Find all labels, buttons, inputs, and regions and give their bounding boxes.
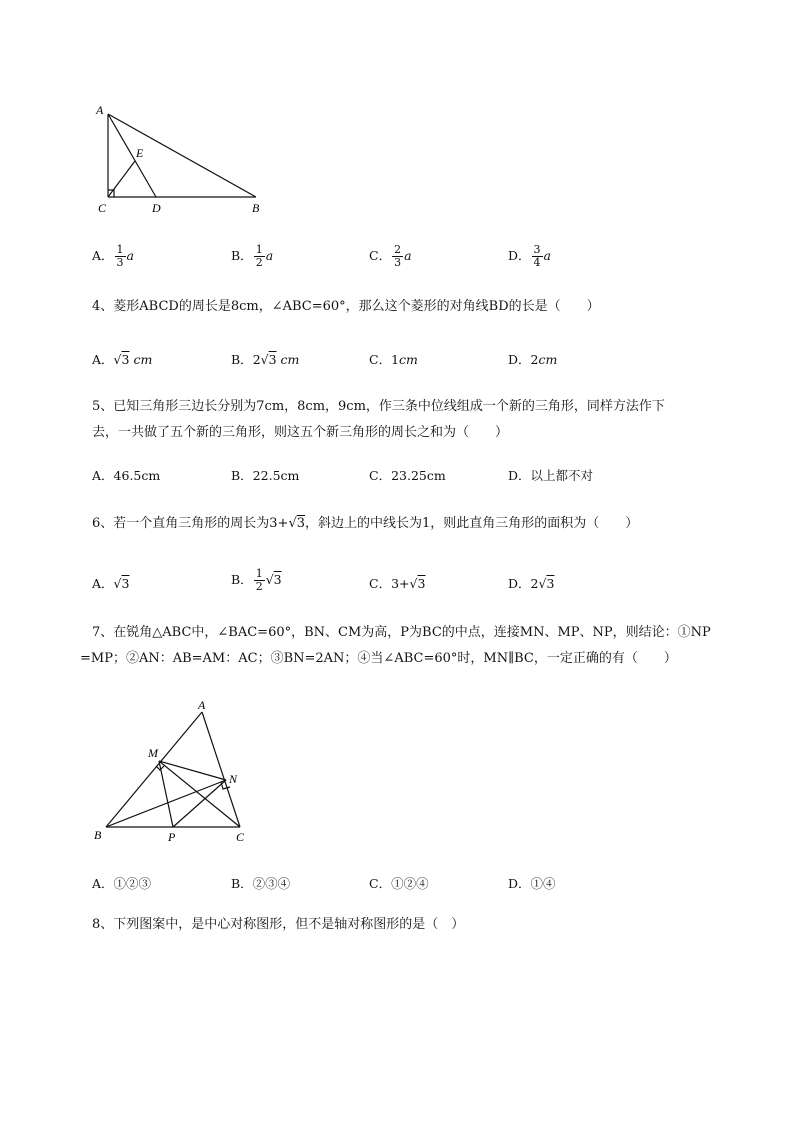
q7-option-b[interactable]: B．②③④ [231,876,291,891]
segment-BN [106,780,226,827]
q7-option-c[interactable]: C．①②④ [369,876,429,891]
label-B: B [252,201,260,215]
q3-option-a[interactable]: A． $\frac{1}{3}$ a [92,243,134,269]
q3-option-d[interactable]: D． $\frac{3}{4}$ a [508,243,551,269]
segment-CE [108,161,135,197]
q4-option-c[interactable]: C．1cm [369,352,418,367]
q7-option-a[interactable]: A．①②③ [92,876,152,891]
figure-right-triangle [90,100,270,220]
label-E: E [136,146,144,160]
segment-AC [202,712,240,827]
q6-question: 6、若一个直角三角形的周长为3+√3，斜边上的中线长为1，则此直角三角形的面积为（ ） [92,516,639,531]
q4-option-b[interactable]: B．2√3 cm [231,352,300,367]
q3-option-c[interactable]: C． $\frac{2}{3}$ a [369,243,412,269]
q5-option-b[interactable]: B．22.5cm [231,468,300,483]
q6-option-d[interactable]: D．2√3 [508,576,555,591]
q5-question-line1: 5、已知三角形三边长分别为7cm，8cm，9cm，作三条中位线组成一个新的三角形，同样方法作下 [92,399,665,414]
q6-option-a[interactable]: A．√3 [92,576,130,591]
label-A: A [96,103,104,117]
q6-option-c[interactable]: C．3+√3 [369,576,426,591]
label-A: A [198,698,206,712]
label-N: N [229,772,238,786]
q3-option-b[interactable]: B． $\frac{1}{2}$ a [231,243,274,269]
q8-question: 8、下列图案中，是中心对称图形，但不是轴对称图形的是（ ） [92,917,465,932]
label-M: M [148,746,158,760]
q4-option-d[interactable]: D．2cm [508,352,558,367]
segment-NP [173,780,226,827]
q5-option-d[interactable]: D．以上都不对 [508,468,594,483]
label-C: C [236,830,245,844]
segment-AB [108,114,256,197]
segment-AD [108,114,156,197]
q5-option-c[interactable]: C．23.25cm [369,468,446,483]
q5-question-line2: 去，一共做了五个新的三角形，则这五个新三角形的周长之和为（ ） [92,425,509,440]
label-B: B [94,828,102,842]
q4-option-a[interactable]: A．√3 cm [92,352,153,367]
figure-acute-triangle [90,695,260,850]
segment-MN [159,761,226,780]
q7-question-line1: 7、在锐角△ABC中，∠BAC=60°，BN、CM为高，P为BC的中点，连接MN、MP、NP，则结论：①NP [92,625,711,640]
label-P: P [168,830,176,844]
q7-question-line2: =MP；②AN：AB=AM：AC；③BN=2AN；④当∠ABC=60°时，MN∥BC，一定正确的有（ ） [80,651,677,666]
label-D: D [152,201,161,215]
q4-question: 4、菱形ABCD的周长是8cm，∠ABC=60°，那么这个菱形的对角线BD的长是（ ） [92,299,600,314]
label-C: C [98,201,107,215]
q6-option-b[interactable]: B． $\frac{1}{2}$ √3 [231,567,282,593]
q7-option-d[interactable]: D．①④ [508,876,556,891]
q5-option-a[interactable]: A．46.5cm [92,468,161,483]
